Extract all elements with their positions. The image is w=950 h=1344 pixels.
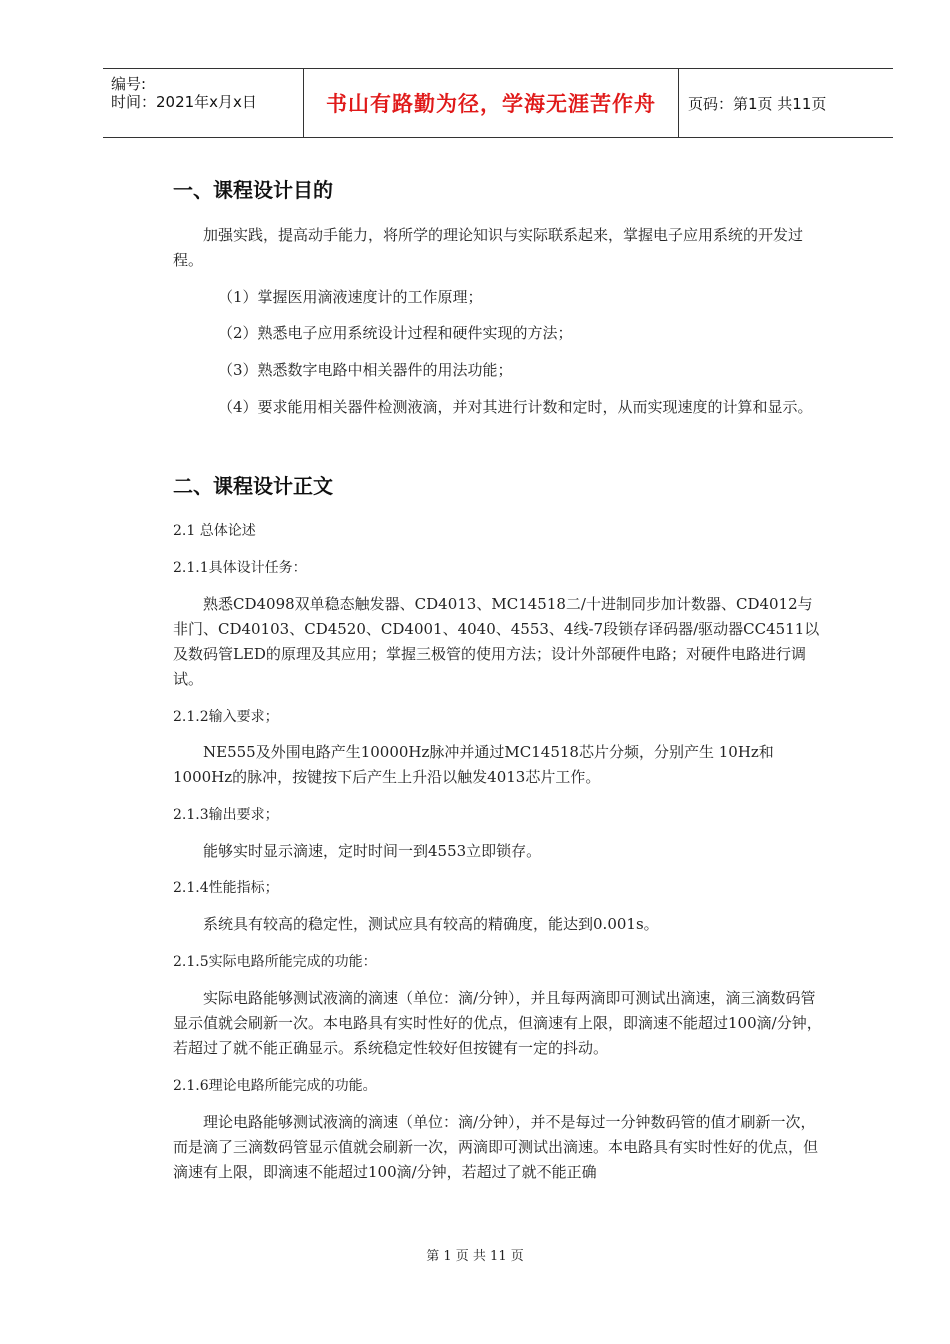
subsection-heading: 2.1 总体论述 xyxy=(173,523,256,539)
list-item xyxy=(173,358,825,383)
body-paragraph: 能够实时显示滴速，定时时间一到4553立即锁存。 xyxy=(203,842,542,860)
list-item xyxy=(173,395,825,420)
subsection-heading: 2.1.1具体设计任务： xyxy=(173,560,307,576)
body-paragraph: 系统具有较高的稳定性，测试应具有较高的精确度，能达到0.001s。 xyxy=(203,915,659,933)
body-paragraph: NE555及外围电路产生10000Hz脉冲并通过MC14518芯片分频，分别产生 10Hz和1000Hz的脉冲，按键按下后产生上升沿以触发4013芯片工作。 xyxy=(173,743,774,786)
section2-title xyxy=(173,470,333,499)
subsection-heading: 2.1.4性能指标； xyxy=(173,880,279,896)
header-left-cell xyxy=(103,69,303,137)
list-item-text: （1）掌握医用滴液速度计的工作原理； xyxy=(218,288,483,306)
subsection-heading: 2.1.3输出要求； xyxy=(173,807,279,823)
subsection-heading: 2.1.5实际电路所能完成的功能： xyxy=(173,954,377,970)
subsection-heading: 2.1.2输入要求； xyxy=(173,709,279,725)
header-table xyxy=(103,68,893,138)
header-motto: 书山有路勤为径，学海无涯苦作舟 xyxy=(326,92,656,116)
section-heading: 一、课程设计目的 xyxy=(173,178,333,202)
time-label: 时间：2021年x月x日 xyxy=(111,93,257,111)
list-item-text: （4）要求能用相关器件检测液滴，并对其进行计数和定时，从而实现速度的计算和显示。 xyxy=(218,398,813,416)
header-divider xyxy=(678,69,679,137)
section1-body xyxy=(173,223,825,273)
body-paragraph: 熟悉CD4098双单稳态触发器、CD4013、MC14518二/十进制同步加计数器、CD4012与非门、CD40103、CD4520、CD4001、4040、4553、4线-7段锁存译码器/驱动器CC4511以及数码管LED的原理及其应用；掌握三极管的使用方法；设计外部硬件电路；对硬件电路进行调试。 xyxy=(173,595,820,688)
list-item xyxy=(173,321,825,346)
section-heading: 二、课程设计正文 xyxy=(173,474,333,498)
body-paragraph: 理论电路能够测试液滴的滴速（单位：滴/分钟），并不是每过一分钟数码管的值才刷新一次，而是滴了三滴数码管显示值就会刷新一次，两滴即可测试出滴速。本电路具有实时性好的优点，但滴速有上限，即滴速不能超过100滴/分钟，若超过了就不能正确 xyxy=(173,1113,819,1181)
section1-title xyxy=(173,174,333,203)
list-item xyxy=(173,285,825,310)
list-item-text: （2）熟悉电子应用系统设计过程和硬件实现的方法； xyxy=(218,324,573,342)
number-label: 编号: xyxy=(111,75,147,93)
intro-paragraph: 加强实践，提高动手能力，将所学的理论知识与实际联系起来，掌握电子应用系统的开发过程。 xyxy=(173,226,804,269)
subsection-heading: 2.1.6理论电路所能完成的功能。 xyxy=(173,1078,377,1094)
body-paragraph: 实际电路能够测试液滴的滴速（单位：滴/分钟），并且每两滴即可测试出滴速，滴三滴数码管显示值就会刷新一次。本电路具有实时性好的优点，但滴速有上限，即滴速不能超过100滴/分钟，若超过了就不能正确显示。系统稳定性较好但按键有一定的抖动。 xyxy=(173,989,822,1057)
list-item-text: （3）熟悉数字电路中相关器件的用法功能； xyxy=(218,361,513,379)
page-footer: 第 1 页 共 11 页 xyxy=(426,1249,524,1264)
header-page-info: 页码：第1页 共11页 xyxy=(688,94,827,113)
